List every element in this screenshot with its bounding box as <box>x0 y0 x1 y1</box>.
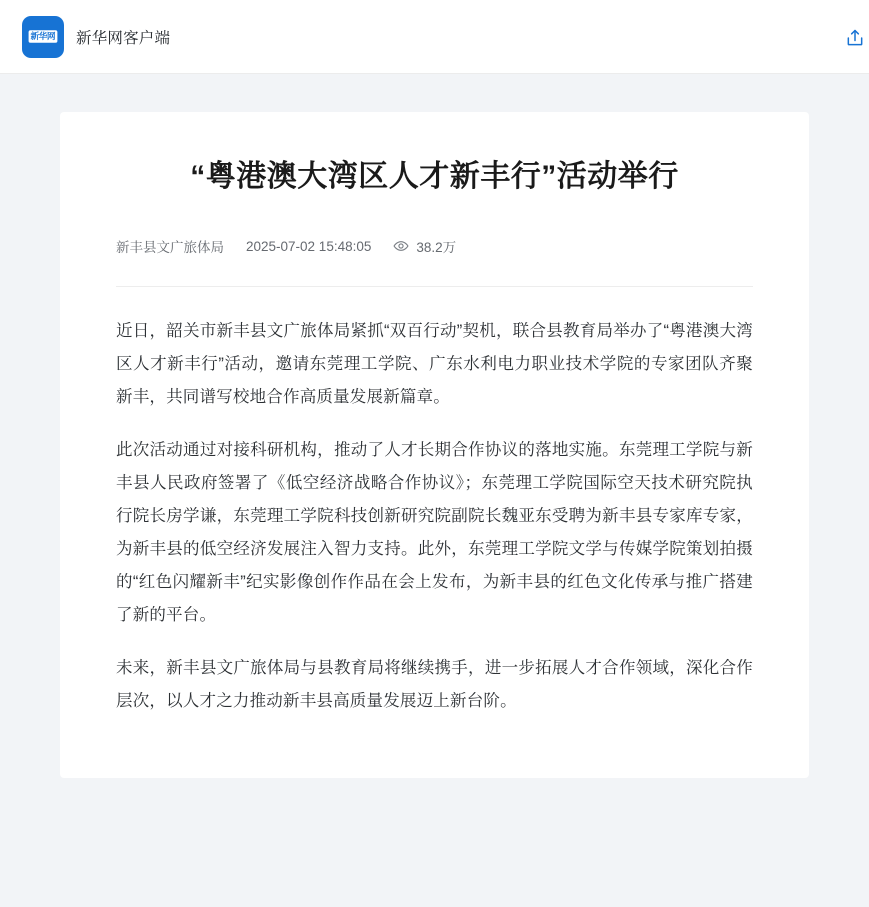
page-title: “粤港澳大湾区人才新丰行”活动举行 <box>190 160 679 193</box>
eye-icon <box>393 238 409 254</box>
article-paragraph: 此次活动通过对接科研机构，推动了人才长期合作协议的落地实施。东莞理工学院与新丰县人民政府签署了《低空经济战略合作协议》；东莞理工学院国际空天技术研究院执行院长房学谦，东莞理工学院科技创新研究院副院长魏亚东受聘为新丰县专家库专家，为新丰县的低空经济发展注入智力支持。此外，东莞理工学院文学与传媒学院策划拍摄的“红色闪耀新丰”纪实影像创作作品在会上发布，为新丰县的红色文化传承与推广搭建了新的平台。 <box>116 441 753 624</box>
article-paragraph: 近日，韶关市新丰县文广旅体局紧抓“双百行动”契机，联合县教育局举办了“粤港澳大湾区人才新丰行”活动，邀请东莞理工学院、广东水利电力职业技术学院的专家团队齐聚新丰，共同谱写校地合作高质量发展新篇章。 <box>116 322 753 406</box>
xinhua-logo-icon[interactable] <box>22 16 64 58</box>
view-count-label: 38.2万 <box>416 240 457 255</box>
share-icon[interactable] <box>845 28 865 48</box>
app-name: 新华网客户端 <box>76 29 171 47</box>
brand[interactable] <box>22 16 170 58</box>
top-bar <box>0 0 869 74</box>
view-count <box>393 236 456 256</box>
page-body <box>0 74 869 778</box>
article-paragraph: 未来，新丰县文广旅体局与县教育局将继续携手，进一步拓展人才合作领域，深化合作层次，以人才之力推动新丰县高质量发展迈上新台阶。 <box>116 659 753 710</box>
article-card <box>60 112 809 778</box>
article-datetime: 2025-07-02 15:48:05 <box>246 238 372 254</box>
logo-text: 新华网 <box>30 31 56 41</box>
topbar-actions <box>845 28 869 48</box>
article-source: 新丰县文广旅体局 <box>116 240 224 255</box>
article-meta <box>116 236 753 287</box>
article-body <box>116 287 753 718</box>
